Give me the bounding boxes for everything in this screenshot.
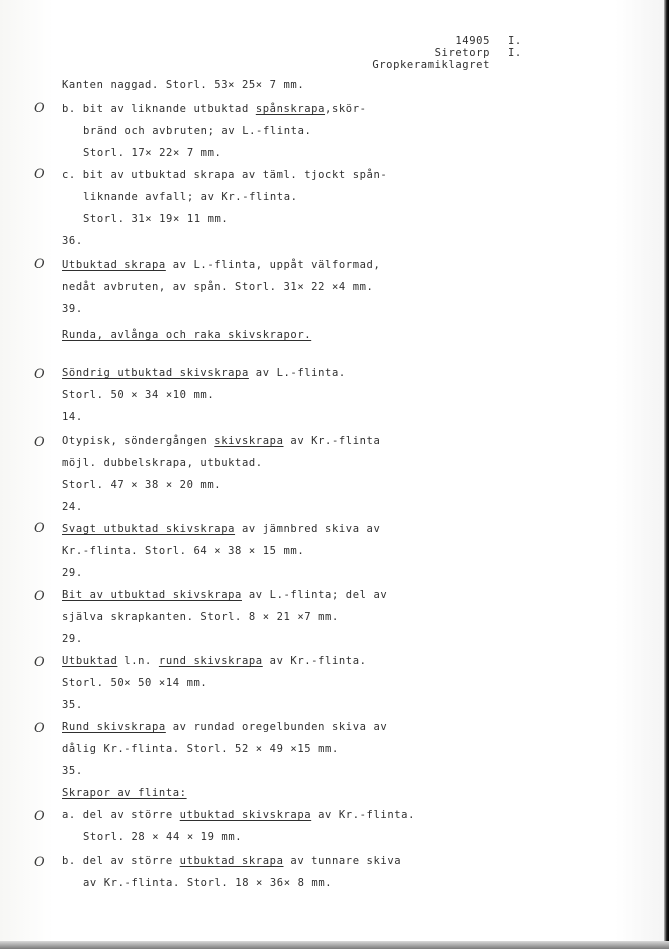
margin-mark: O	[34, 809, 45, 824]
entry-c-line1: c. bit av utbuktad skrapa av täml. tjockt spån-	[62, 169, 388, 181]
number-14: 14.	[62, 411, 83, 423]
number-35-a: 35.	[62, 699, 83, 711]
entry-r5-line1: Utbuktad l.n. rund skivskrapa av Kr.-flinta.	[62, 655, 367, 667]
number-29-a: 29.	[62, 567, 83, 579]
entry-r1-line1: Söndrig utbuktad skivskrapa av L.-flinta.	[62, 367, 346, 379]
margin-mark: O	[34, 257, 45, 272]
entry-b2-line2: av Kr.-flinta. Storl. 18 × 36× 8 mm.	[83, 877, 333, 889]
number-39: 39.	[62, 303, 83, 315]
number-36: 36.	[62, 235, 83, 247]
kanten-line: Kanten naggad. Storl. 53× 25× 7 mm.	[62, 79, 305, 91]
margin-mark: O	[34, 655, 45, 670]
number-29-b: 29.	[62, 633, 83, 645]
entry-b2-line1: b. del av större utbuktad skrapa av tunnare skiva	[62, 855, 402, 867]
margin-mark: O	[34, 521, 45, 536]
margin-mark: O	[34, 855, 45, 870]
entry-a-line1: a. del av större utbuktad skivskrapa av Kr.-flinta.	[62, 809, 416, 821]
section-heading-runda: Runda, avlånga och raka skivskrapor.	[62, 329, 312, 341]
catalog-number: 14905	[455, 35, 490, 47]
margin-mark: O	[34, 367, 45, 382]
entry-r4-line2: själva skrapkanten. Storl. 8 × 21 ×7 mm.	[62, 611, 339, 623]
entry-r2-storl: Storl. 47 × 38 × 20 mm.	[62, 479, 222, 491]
entry-36-line2: nedåt avbruten, av spån. Storl. 31× 22 ×4 mm.	[62, 281, 374, 293]
entry-b-storl: Storl. 17× 22× 7 mm.	[83, 147, 222, 159]
number-35-b: 35.	[62, 765, 83, 777]
entry-r1-storl: Storl. 50 × 34 ×10 mm.	[62, 389, 215, 401]
page-binding-edge	[664, 0, 669, 949]
entry-r6-line2: dålig Kr.-flinta. Storl. 52 × 49 ×15 mm.	[62, 743, 339, 755]
roman-numeral-1: I.	[508, 35, 522, 47]
culture-layer: Gropkeramiklagret	[372, 59, 490, 71]
entry-r6-line1: Rund skivskrapa av rundad oregelbunden skiva av	[62, 721, 388, 733]
page-bottom-edge	[0, 941, 669, 949]
margin-mark: O	[34, 721, 45, 736]
entry-r2-line1: Otypisk, söndergången skivskrapa av Kr.-flinta	[62, 435, 381, 447]
entry-r2-line2: möjl. dubbelskrapa, utbuktad.	[62, 457, 263, 469]
entry-b-line1: b. bit av liknande utbuktad spånskrapa,skör-	[62, 103, 367, 115]
margin-mark: O	[34, 101, 45, 116]
entry-r4-line1: Bit av utbuktad skivskrapa av L.-flinta; del av	[62, 589, 388, 601]
roman-numeral-2: I.	[508, 47, 522, 59]
entry-c-storl: Storl. 31× 19× 11 mm.	[83, 213, 229, 225]
entry-r5-storl: Storl. 50× 50 ×14 mm.	[62, 677, 208, 689]
margin-mark: O	[34, 167, 45, 182]
entry-b-line2: bränd och avbruten; av L.-flinta.	[83, 125, 312, 137]
margin-mark: O	[34, 589, 45, 604]
number-24: 24.	[62, 501, 83, 513]
entry-a-storl: Storl. 28 × 44 × 19 mm.	[83, 831, 243, 843]
section-heading-skrapor: Skrapor av flinta:	[62, 787, 187, 799]
entry-r3-line1: Svagt utbuktad skivskrapa av jämnbred skiva av	[62, 523, 381, 535]
entry-c-line2: liknande avfall; av Kr.-flinta.	[83, 191, 298, 203]
site-name: Siretorp	[434, 47, 490, 59]
entry-36-line1: Utbuktad skrapa av L.-flinta, uppåt välformad,	[62, 259, 381, 271]
margin-mark: O	[34, 435, 45, 450]
entry-r3-line2: Kr.-flinta. Storl. 64 × 38 × 15 mm.	[62, 545, 305, 557]
